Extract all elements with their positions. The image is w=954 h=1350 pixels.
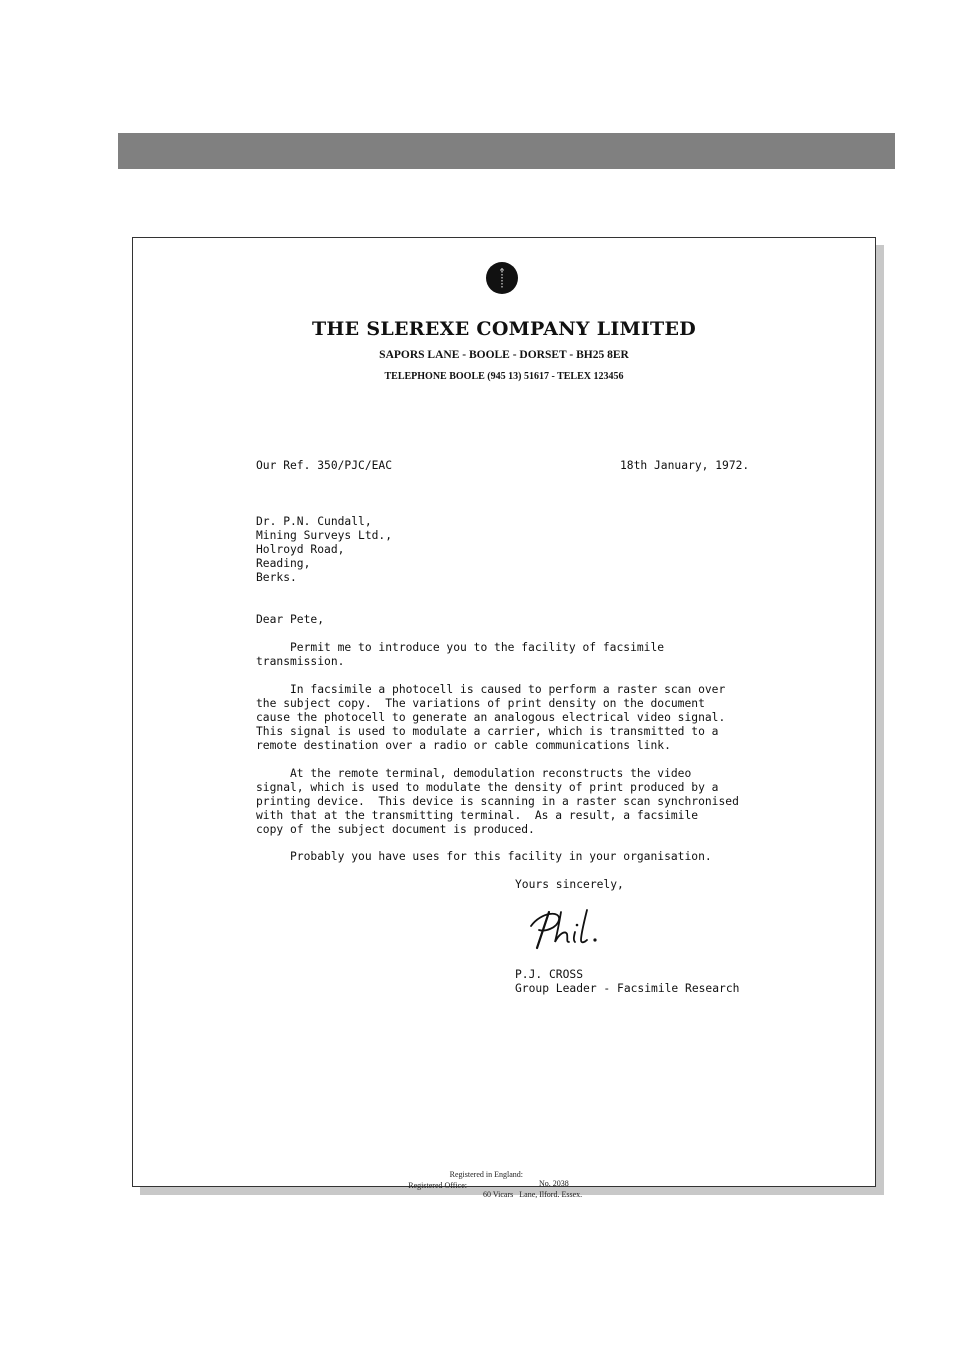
body-paragraph: In facsimile a photocell is caused to perform a raster scan over the subject copy. The variations of print density on the document cause the photocell to generate an analogous electrical video signal. This signal is used to modulate a carrier, which is transmitted to a remote destination over a radio or cable communications link. xyxy=(256,683,726,752)
header-bar xyxy=(118,133,895,169)
body-paragraph: Permit me to introduce you to the facility of facsimile transmission. xyxy=(256,641,665,668)
footer-office-value: 60 Vicars Lane, Ilford. Essex. xyxy=(483,1190,583,1199)
footer-registered-value: No. 2038 xyxy=(539,1179,569,1188)
footer-office-label: Registered Office: xyxy=(408,1181,467,1190)
body-paragraph: Probably you have uses for this facility in your organisation. xyxy=(256,850,712,863)
salutation: Dear Pete, xyxy=(256,613,325,626)
addressee-line: Berks. xyxy=(256,571,297,584)
document-page xyxy=(132,237,876,1199)
company-address: SAPORS LANE - BOOLE - DORSET - BH25 8ER xyxy=(379,349,629,361)
signer-name: P.J. CROSS xyxy=(515,968,584,981)
signer-title: Group Leader - Facsimile Research xyxy=(515,982,740,995)
addressee-line: Reading, xyxy=(256,557,311,570)
footer-registered-label: Registered in England: xyxy=(449,1170,523,1179)
company-logo-icon xyxy=(486,262,518,294)
letter-date: 18th January, 1972. xyxy=(620,459,750,472)
addressee-line: Mining Surveys Ltd., xyxy=(256,529,393,542)
closing: Yours sincerely, xyxy=(515,878,624,891)
footer-office xyxy=(133,1172,875,1208)
company-phone: TELEPHONE BOOLE (945 13) 51617 - TELEX 123456 xyxy=(384,371,624,382)
addressee-block xyxy=(256,515,392,585)
reference: Our Ref. 350/PJC/EAC xyxy=(256,459,393,472)
company-name: THE SLEREXE COMPANY LIMITED xyxy=(311,318,697,340)
addressee-line: Dr. P.N. Cundall, xyxy=(256,515,372,528)
body-paragraph: At the remote terminal, demodulation reconstructs the video signal, which is used to modulate the density of print produced by a printing device. This device is scanning in a raster scan synchronised with that at the transmitting terminal. As a result, a facsimile copy of the subject document is produced. xyxy=(256,767,739,836)
handwritten-signature xyxy=(523,906,613,960)
addressee-line: Holroyd Road, xyxy=(256,543,345,556)
